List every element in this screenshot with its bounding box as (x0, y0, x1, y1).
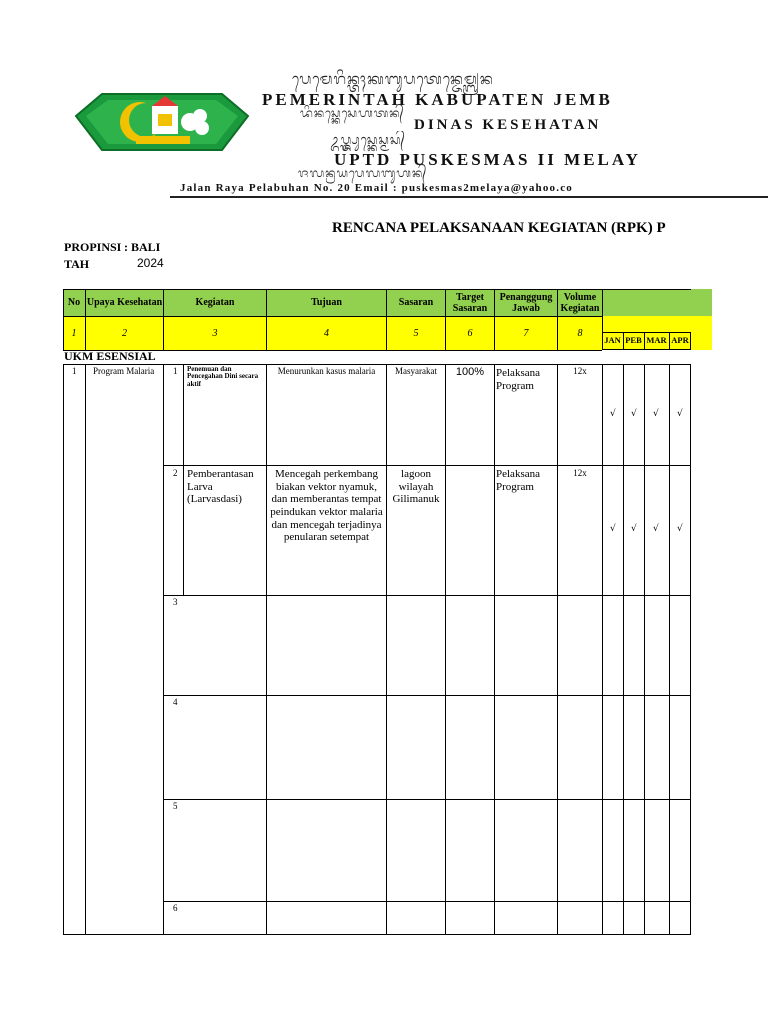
header-no: No (67, 297, 81, 308)
grid-line (63, 934, 691, 935)
grid-line (494, 289, 495, 350)
grid-line (163, 465, 691, 466)
month-mar: MAR (646, 334, 667, 345)
month-apr: APR (671, 334, 689, 345)
grid-line (386, 364, 387, 935)
regency-logo (72, 88, 252, 160)
grid-line (602, 349, 691, 350)
row-number: 4 (173, 697, 178, 707)
grid-line (669, 364, 670, 935)
header-sasaran: Sasaran (398, 297, 434, 308)
row-penanggung: Pelaksana Program (496, 367, 540, 392)
header-upaya: Upaya Kesehatan (86, 297, 163, 308)
grid-line (445, 289, 446, 350)
grid-line (690, 332, 691, 349)
check-icon: √ (677, 524, 683, 534)
section-label: UKM ESENSIAL (64, 349, 156, 363)
grid-line (85, 289, 86, 350)
row-sasaran: Masyarakat (395, 366, 437, 376)
month-jan: JAN (604, 334, 621, 345)
grid-line (623, 364, 624, 935)
check-icon: √ (653, 409, 659, 419)
row-number: 2 (173, 468, 178, 478)
header-volume: Volume Kegiatan (560, 291, 600, 314)
check-icon: √ (631, 524, 637, 534)
grid-line (63, 364, 64, 935)
row-kegiatan: Penemuan dan Pencegahan Dini secara aktif (187, 365, 259, 388)
program-name: Program Malaria (93, 366, 155, 376)
grid-line (494, 364, 495, 935)
province-value: : BALI (124, 240, 161, 254)
row-volume: 12x (573, 468, 587, 478)
row-target: 100% (455, 366, 485, 378)
department-name: DINAS KESEHATAN (414, 117, 602, 133)
col-number-5: 5 (413, 327, 419, 339)
grid-line (669, 332, 670, 349)
grid-line (644, 332, 645, 349)
row-penanggung: Pelaksana Program (496, 468, 540, 493)
grid-line (445, 364, 446, 935)
header-target: Target Sasaran (452, 291, 488, 314)
grid-line (85, 364, 86, 935)
letterhead-rule (170, 196, 768, 198)
province-label: PROPINSI (64, 240, 122, 254)
grid-line (602, 332, 691, 333)
month-peb: PEB (625, 334, 642, 345)
row-tujuan: Menurunkan kasus malaria (277, 366, 376, 376)
col-number-6: 6 (467, 327, 473, 339)
grid-line (163, 695, 691, 696)
row-number: 5 (173, 801, 178, 811)
grid-line (163, 364, 164, 935)
grid-line (602, 364, 603, 935)
check-icon: √ (653, 524, 659, 534)
grid-line (602, 289, 603, 350)
row-number: 6 (173, 903, 178, 913)
grid-line (63, 289, 64, 350)
grid-line (386, 289, 387, 350)
year-label: TAH (64, 257, 90, 271)
grid-line (557, 289, 558, 350)
address: Jalan Raya Pelabuhan No. 20 Email : puskesmas2melaya@yahoo.co (180, 182, 573, 194)
check-icon: √ (610, 409, 616, 419)
row-sasaran: lagoon wilayah Gilimanuk (392, 468, 440, 506)
row-number: 3 (173, 597, 178, 607)
row-volume: 12x (573, 366, 587, 376)
grid-line (163, 799, 691, 800)
col-number-2: 2 (122, 327, 127, 339)
grid-line (266, 289, 267, 350)
grid-line (266, 364, 267, 935)
grid-line (63, 316, 602, 317)
grid-line (163, 595, 691, 596)
header-kegiatan: Kegiatan (195, 297, 235, 308)
col-number-3: 3 (212, 327, 218, 339)
balinese-line-1: ᬧᬾᬫᬾᬭᬶᬦ᭄ᬢᬄᬓᬩᬸᬧᬢᬾᬦ᭄ᬚᬾᬫ᭄ᬩ᭄ᬭᬦ (292, 70, 494, 88)
grid-line (183, 364, 184, 596)
balinese-line-2: ᬤᬶᬦᬲ᭄ᬓᬾᬲᬾᬳᬢᬦ᭄ (300, 106, 405, 120)
balinese-line-3: ᬉᬧ᭄ᬢ᭄ᬤ᭄ᬧᬸᬲ᭄ᬓᬾᬲ᭄ᬫᬲ᭄ (330, 133, 406, 148)
grid-line (644, 364, 645, 935)
header-tujuan: Tujuan (311, 297, 342, 308)
header-penanggung: Penanggung Jawab (499, 291, 553, 314)
grid-line (690, 364, 691, 935)
grid-line (63, 364, 691, 365)
grid-line (163, 901, 691, 902)
row-tujuan: Mencegah perkembang biakan vektor nyamuk, dan memberantas tempat peindukan vektor malaria dan mencegah terjadinya penularan setempat (270, 468, 383, 544)
check-icon: √ (610, 524, 616, 534)
program-number: 1 (72, 366, 77, 376)
grid-line (63, 289, 691, 290)
year-value: 2024 (137, 256, 164, 270)
unit-name: UPTD PUSKESMAS II MELAY (334, 150, 641, 169)
document-title: RENCANA PELAKSANAAN KEGIATAN (RPK) P (332, 220, 666, 236)
row-number: 1 (173, 366, 178, 376)
government-name: PEMERINTAH KABUPATEN JEMB (262, 90, 613, 109)
grid-line (623, 332, 624, 349)
col-number-8: 8 (577, 327, 583, 339)
col-number-7: 7 (523, 327, 529, 339)
check-icon: √ (631, 409, 637, 419)
check-icon: √ (677, 409, 683, 419)
col-number-4: 4 (324, 327, 329, 339)
row-kegiatan: Pemberantasan Larva (Larvasdasi) (187, 468, 254, 506)
grid-line (163, 289, 164, 350)
col-number-1: 1 (71, 327, 77, 339)
grid-line (557, 364, 558, 935)
balinese-line-4: ᬚᬮᬦ᭄ᬭᬬᬧᬾᬮᬩᬸᬳᬦ᭄ (298, 166, 428, 180)
